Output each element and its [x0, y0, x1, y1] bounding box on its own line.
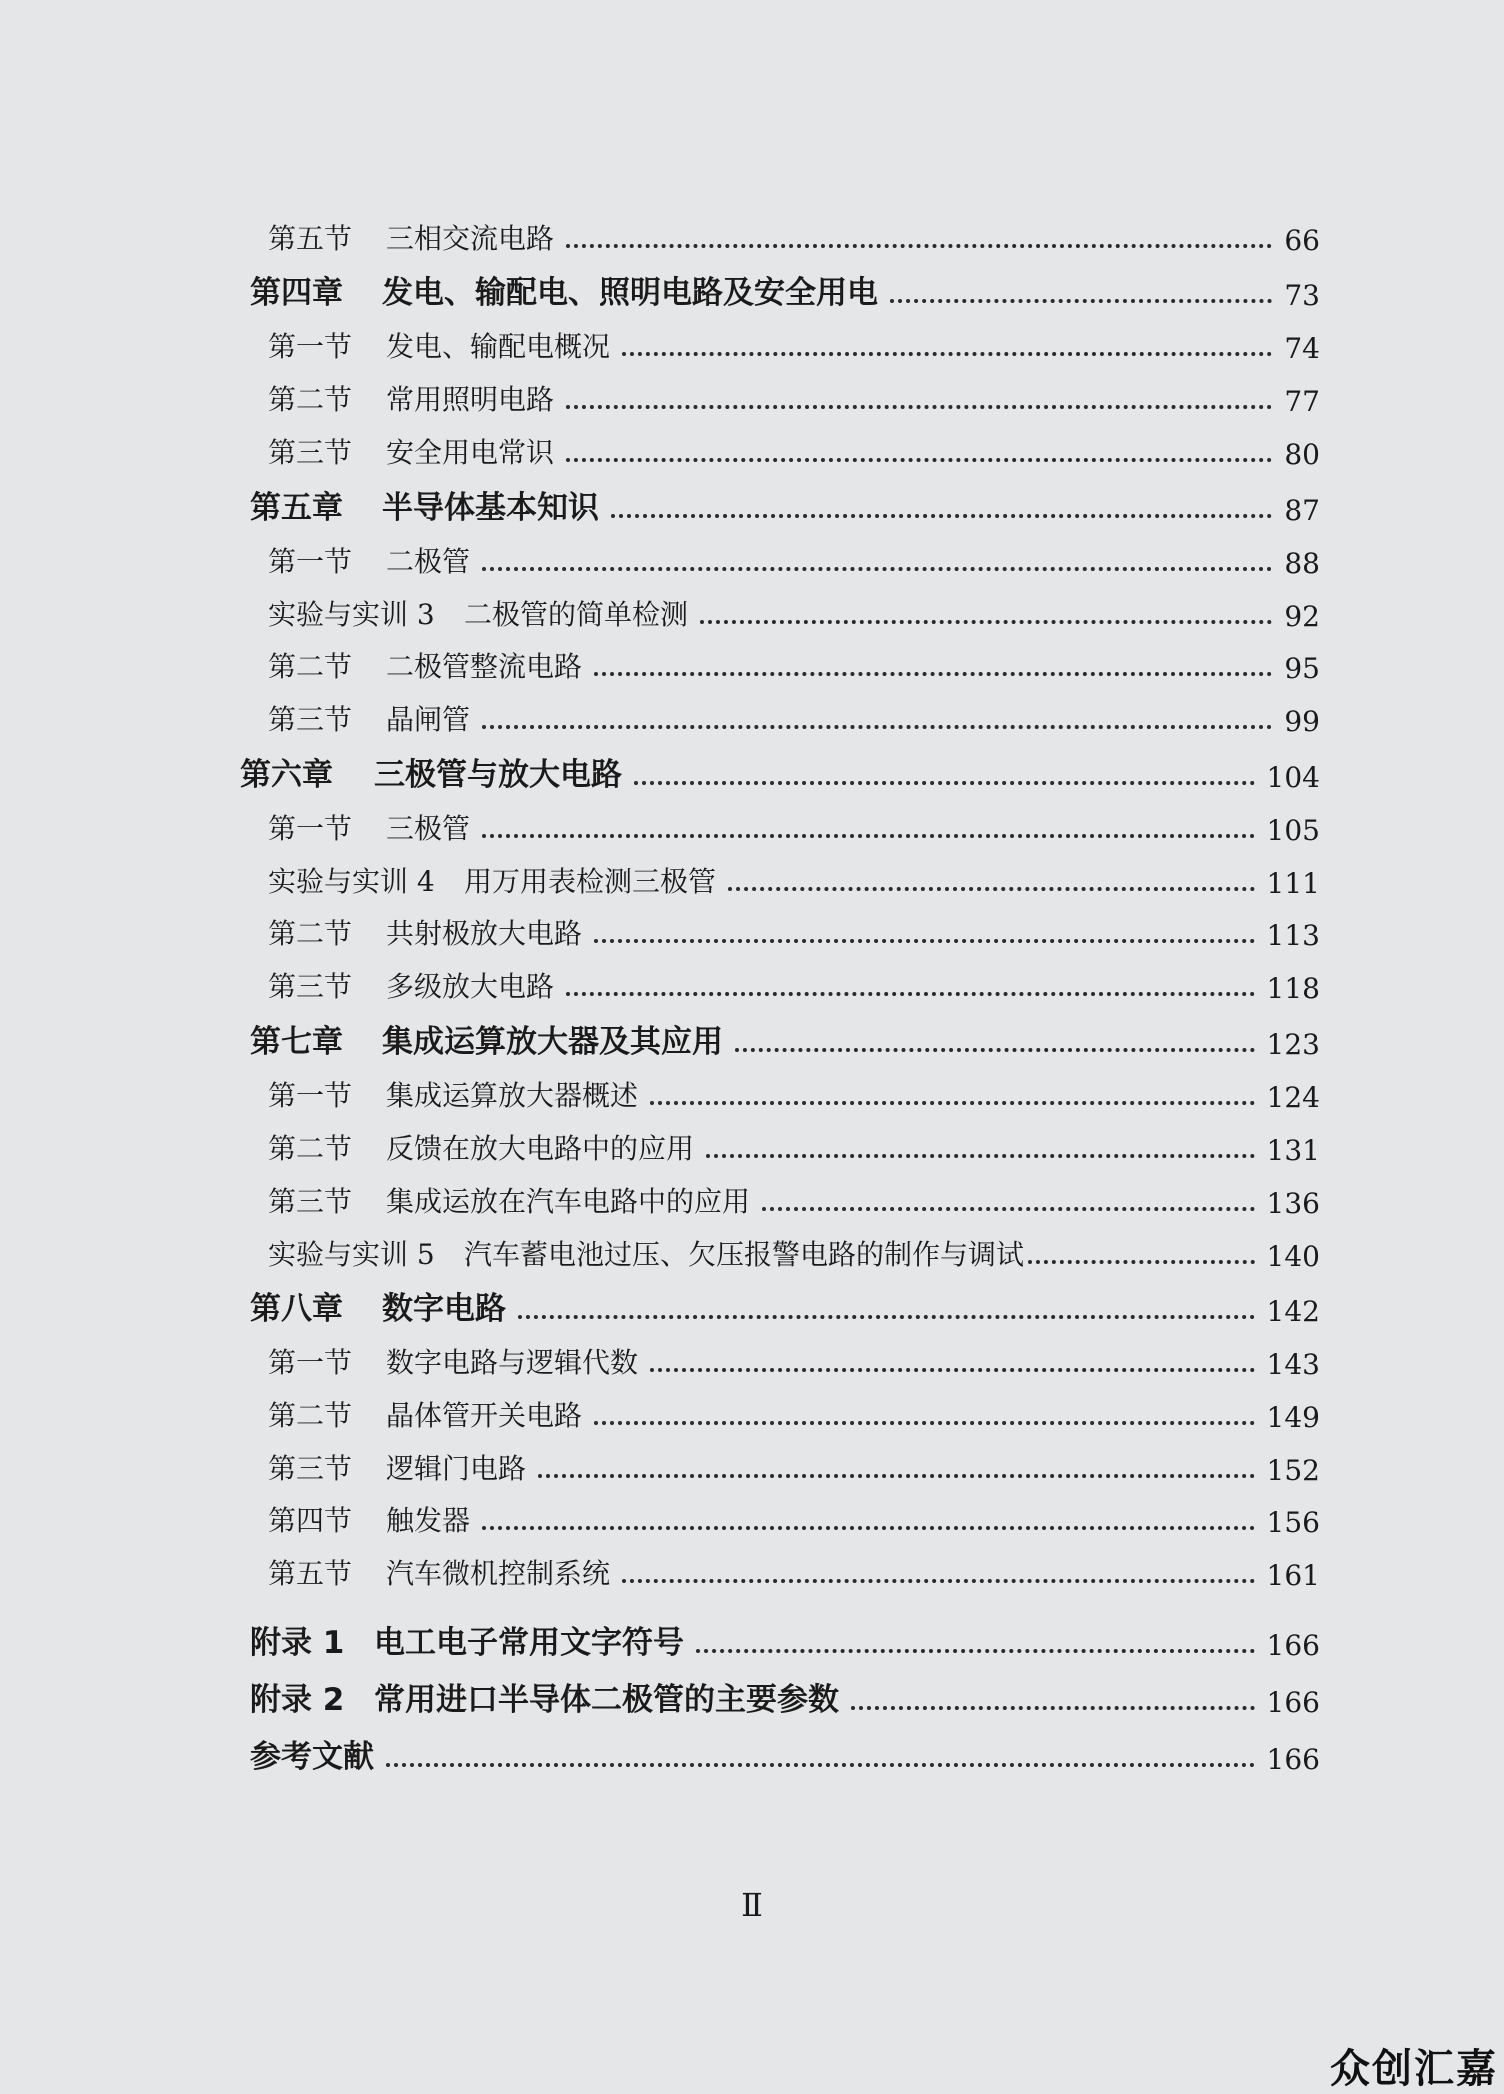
toc-entry[interactable]	[0, 1499, 1504, 1539]
toc-entry-page: 149	[1266, 1401, 1320, 1434]
toc-entry-title: 常用进口半导体二极管的主要参数	[374, 1682, 839, 1718]
toc-entry-title: 安全用电常识	[386, 436, 555, 469]
toc-entry-number: 第三节	[268, 1185, 353, 1218]
toc-entry[interactable]	[0, 1074, 1504, 1114]
toc-entry[interactable]	[0, 1736, 1504, 1776]
toc-entry-number: 第三节	[268, 1452, 353, 1485]
toc-entry-number: 实验与实训 4	[268, 865, 435, 898]
toc-entry[interactable]	[0, 1021, 1504, 1061]
toc-entry-number: 实验与实训 5	[268, 1238, 435, 1271]
toc-entry[interactable]	[0, 217, 1504, 257]
toc-entry-title: 集成运算放大器概述	[386, 1079, 639, 1112]
toc-entry-title: 共射极放大电路	[386, 917, 583, 950]
toc-entry-title: 用万用表检测三极管	[464, 865, 717, 898]
toc-entry-number: 第四节	[268, 1504, 353, 1537]
toc-entry-title: 半导体基本知识	[382, 490, 599, 526]
toc-entry-number: 第七章	[250, 1024, 343, 1060]
toc-entry-number: 第二节	[268, 383, 353, 416]
toc-entry[interactable]	[0, 1622, 1504, 1662]
toc-leader-dots	[622, 1579, 1255, 1583]
toc-entry-page: 99	[1284, 705, 1320, 738]
toc-leader-dots	[706, 1154, 1255, 1158]
toc-leader-dots	[851, 1706, 1255, 1710]
toc-entry-title: 常用照明电路	[386, 383, 555, 416]
toc-entry-page: 88	[1284, 547, 1320, 580]
toc-leader-dots	[482, 834, 1255, 838]
toc-entry-title: 三相交流电路	[386, 222, 555, 255]
toc-entry-page: 140	[1266, 1240, 1320, 1273]
toc-entry-page: 156	[1266, 1506, 1320, 1539]
toc-entry-page: 124	[1266, 1081, 1320, 1114]
toc-entry-page: 136	[1266, 1187, 1320, 1220]
toc-entry[interactable]	[0, 698, 1504, 738]
toc-entry-page: 142	[1266, 1295, 1320, 1328]
toc-entry-page: 92	[1284, 600, 1320, 633]
toc-leader-dots	[650, 1101, 1255, 1105]
toc-entry[interactable]	[0, 1447, 1504, 1487]
toc-entry-title: 参考文献	[250, 1739, 374, 1775]
toc-entry-page: 152	[1266, 1454, 1320, 1487]
toc-leader-dots	[594, 672, 1272, 676]
toc-entry-page: 111	[1266, 867, 1320, 900]
toc-entry-page: 80	[1284, 438, 1320, 471]
toc-entry-number: 第三节	[268, 970, 353, 1003]
toc-entry[interactable]	[0, 1341, 1504, 1381]
toc-entry[interactable]	[0, 1552, 1504, 1592]
toc-entry-title: 发电、输配电概况	[386, 330, 611, 363]
toc-entry-page: 143	[1266, 1348, 1320, 1381]
toc-entry[interactable]	[0, 1180, 1504, 1220]
toc-entry-title: 反馈在放大电路中的应用	[386, 1132, 695, 1165]
toc-leader-dots	[518, 1315, 1255, 1319]
toc-entry-page: 77	[1284, 385, 1320, 418]
toc-entry-number: 第四章	[250, 275, 343, 311]
toc-entry-page: 66	[1284, 224, 1320, 257]
toc-leader-dots	[890, 299, 1272, 303]
watermark-logo: 众创汇嘉	[1330, 2046, 1498, 2092]
toc-entry-page: 104	[1266, 761, 1320, 794]
toc-entry-title: 数字电路	[382, 1291, 506, 1327]
toc-entry-title: 二极管	[386, 545, 471, 578]
toc-entry-page: 166	[1266, 1629, 1320, 1662]
toc-entry[interactable]	[0, 378, 1504, 418]
toc-entry[interactable]	[0, 540, 1504, 580]
toc-leader-dots	[566, 244, 1272, 248]
toc-entry[interactable]	[0, 593, 1504, 633]
toc-entry[interactable]	[0, 807, 1504, 847]
toc-entry-page: 113	[1266, 919, 1320, 952]
toc-entry-page: 105	[1266, 814, 1320, 847]
toc-leader-dots	[566, 405, 1272, 409]
toc-entry[interactable]	[0, 272, 1504, 312]
toc-entry-title: 电工电子常用文字符号	[374, 1625, 684, 1661]
toc-entry[interactable]	[0, 754, 1504, 794]
toc-entry-page: 95	[1284, 652, 1320, 685]
toc-entry-number: 第二节	[268, 1399, 353, 1432]
toc-leader-dots	[566, 458, 1272, 462]
toc-entry-page: 74	[1284, 332, 1320, 365]
toc-entry-page: 161	[1266, 1559, 1320, 1592]
toc-leader-dots	[611, 514, 1272, 518]
toc-entry-number: 第五章	[250, 490, 343, 526]
toc-entry-number: 附录 2	[250, 1682, 345, 1718]
toc-entry[interactable]	[0, 487, 1504, 527]
toc-entry[interactable]	[0, 912, 1504, 952]
toc-leader-dots	[762, 1207, 1255, 1211]
toc-entry-number: 第二节	[268, 650, 353, 683]
toc-entry-number: 第二节	[268, 917, 353, 950]
toc-entry[interactable]	[0, 965, 1504, 1005]
toc-entry-number: 第一节	[268, 812, 353, 845]
toc-leader-dots	[386, 1763, 1255, 1767]
toc-leader-dots	[538, 1474, 1255, 1478]
toc-entry-number: 第一节	[268, 1079, 353, 1112]
toc-entry-number: 第五节	[268, 222, 353, 255]
toc-entry-title: 发电、输配电、照明电路及安全用电	[382, 275, 878, 311]
toc-entry[interactable]	[0, 860, 1504, 900]
toc-entry-title: 触发器	[386, 1504, 471, 1537]
toc-entry-number: 第三节	[268, 703, 353, 736]
toc-leader-dots	[622, 352, 1272, 356]
toc-entry-number: 第一节	[268, 545, 353, 578]
toc-entry-title: 多级放大电路	[386, 970, 555, 1003]
toc-entry-number: 第五节	[268, 1557, 353, 1590]
toc-entry[interactable]	[0, 1679, 1504, 1719]
toc-leader-dots	[594, 939, 1255, 943]
toc-entry-page: 118	[1266, 972, 1320, 1005]
toc-leader-dots	[566, 992, 1255, 996]
toc-entry-page: 166	[1266, 1743, 1320, 1776]
toc-entry-page: 73	[1284, 279, 1320, 312]
toc-entry-page: 131	[1266, 1134, 1320, 1167]
toc-entry-title: 集成运算放大器及其应用	[382, 1024, 723, 1060]
toc-leader-dots	[700, 620, 1272, 624]
toc-leader-dots	[594, 1421, 1255, 1425]
toc-leader-dots	[634, 781, 1255, 785]
toc-entry[interactable]	[0, 325, 1504, 365]
toc-entry[interactable]	[0, 1127, 1504, 1167]
toc-entry-number: 第二节	[268, 1132, 353, 1165]
toc-entry-title: 汽车微机控制系统	[386, 1557, 611, 1590]
toc-entry[interactable]	[0, 431, 1504, 471]
toc-leader-dots	[735, 1048, 1255, 1052]
toc-leader-dots	[482, 725, 1272, 729]
page-number: Ⅱ	[741, 1886, 763, 1924]
toc-leader-dots	[696, 1649, 1255, 1653]
toc-entry[interactable]	[0, 1288, 1504, 1328]
toc-entry-title: 晶体管开关电路	[386, 1399, 583, 1432]
toc-entry-number: 第八章	[250, 1291, 343, 1327]
toc-entry-title: 汽车蓄电池过压、欠压报警电路的制作与调试	[464, 1238, 1025, 1271]
toc-entry-number: 第一节	[268, 330, 353, 363]
toc-entry-number: 实验与实训 3	[268, 598, 435, 631]
toc-leader-dots	[1028, 1260, 1255, 1264]
toc-entry-title: 数字电路与逻辑代数	[386, 1346, 639, 1379]
toc-leader-dots	[650, 1368, 1255, 1372]
toc-entry[interactable]	[0, 1394, 1504, 1434]
toc-entry-page: 166	[1266, 1686, 1320, 1719]
toc-entry-title: 二极管的简单检测	[464, 598, 689, 631]
toc-entry-title: 三极管与放大电路	[374, 757, 622, 793]
toc-entry-number: 第三节	[268, 436, 353, 469]
toc-entry-page: 123	[1266, 1028, 1320, 1061]
toc-entry-title: 三极管	[386, 812, 471, 845]
toc-entry-number: 附录 1	[250, 1625, 345, 1661]
toc-entry-title: 二极管整流电路	[386, 650, 583, 683]
toc-entry-page: 87	[1284, 494, 1320, 527]
toc-entry-title: 集成运放在汽车电路中的应用	[386, 1185, 751, 1218]
toc-entry[interactable]	[0, 645, 1504, 685]
toc-leader-dots	[482, 1526, 1255, 1530]
toc-entry-number: 第一节	[268, 1346, 353, 1379]
toc-leader-dots	[728, 887, 1255, 891]
toc-leader-dots	[482, 567, 1272, 571]
toc-entry-title: 晶闸管	[386, 703, 471, 736]
toc-entry-number: 第六章	[240, 757, 333, 793]
toc-entry[interactable]	[0, 1233, 1504, 1273]
toc-entry-title: 逻辑门电路	[386, 1452, 527, 1485]
